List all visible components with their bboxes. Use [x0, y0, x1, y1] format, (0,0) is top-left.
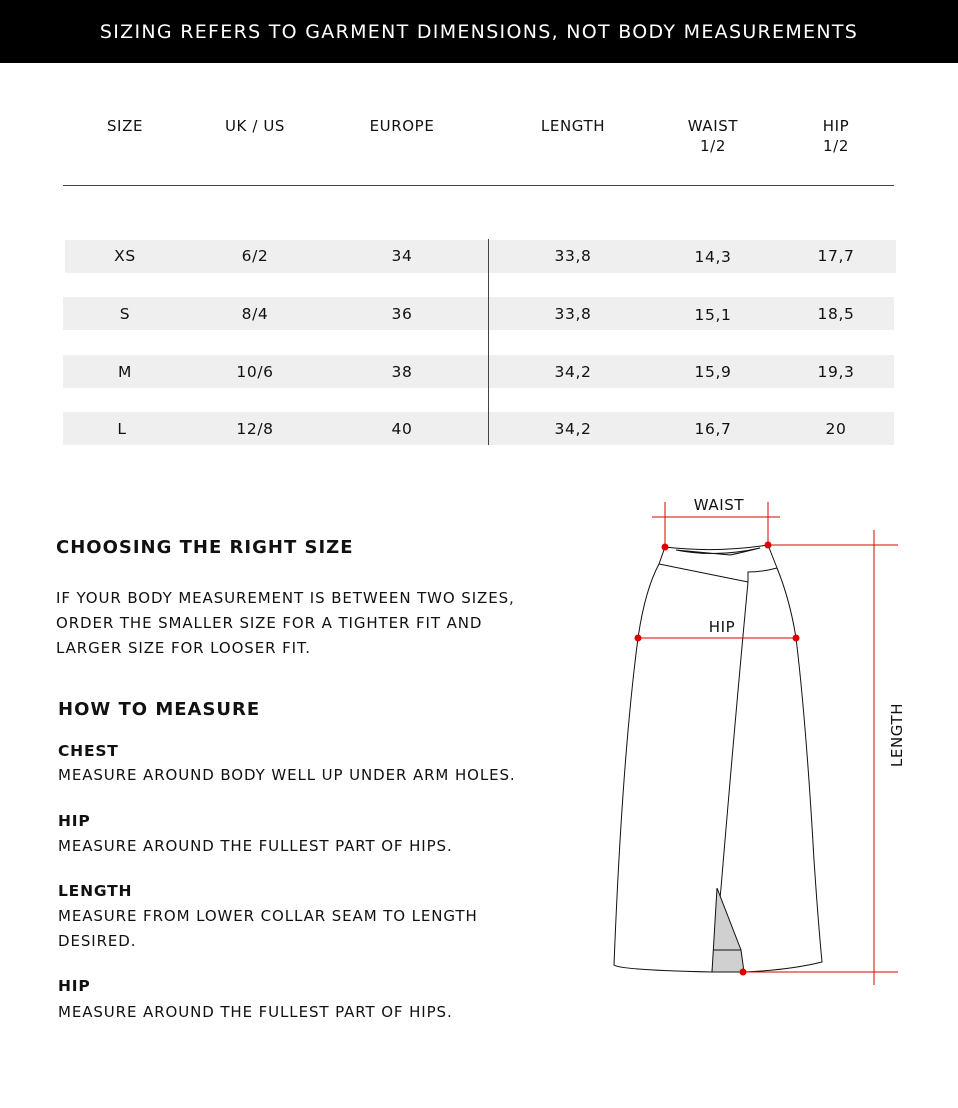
cell-waist: 14,3 [694, 248, 732, 266]
length-label: LENGTH [888, 702, 906, 768]
col-header-size-label: SIZE [106, 117, 144, 135]
cell-ukus: 12/8 [236, 420, 274, 438]
measure-desc-length-line: DESIRED. [58, 932, 137, 950]
col-header-waist [673, 116, 753, 156]
cell-europe: 40 [391, 420, 413, 438]
col-header-ukus-label: UK / US [224, 117, 286, 135]
table-row [63, 297, 894, 330]
col-header-europe [352, 116, 452, 136]
col-header-ukus [205, 116, 305, 136]
how-to-title: HOW TO MEASURE [58, 699, 261, 720]
table-row [63, 355, 894, 388]
skirt-measurement-diagram [600, 490, 920, 990]
measure-label-chest: CHEST [58, 742, 119, 760]
col-header-length-label: LENGTH [540, 117, 606, 135]
skirt-illustration [614, 545, 822, 972]
info-banner [0, 0, 958, 63]
hip-right-point [793, 635, 800, 642]
choosing-line: LARGER SIZE FOR LOOSER FIT. [56, 639, 311, 657]
cell-hip: 17,7 [817, 247, 855, 265]
column-divider [488, 239, 489, 445]
cell-ukus: 6/2 [241, 247, 269, 265]
col-header-hip [796, 116, 876, 156]
cell-europe: 38 [391, 363, 413, 381]
cell-europe: 36 [391, 305, 413, 323]
cell-waist: 15,9 [694, 363, 732, 381]
cell-hip: 20 [825, 420, 847, 438]
measure-desc-hip-2: MEASURE AROUND THE FULLEST PART OF HIPS. [58, 1003, 453, 1021]
cell-size: M [118, 363, 132, 381]
cell-length: 34,2 [554, 363, 592, 381]
measure-desc-hip: MEASURE AROUND THE FULLEST PART OF HIPS. [58, 837, 453, 855]
cell-length: 33,8 [554, 305, 592, 323]
waist-left-point [662, 544, 669, 551]
cell-europe: 34 [391, 247, 413, 265]
col-header-hip-sub: 1/2 [823, 137, 849, 155]
cell-waist: 16,7 [694, 420, 732, 438]
banner-text: SIZING REFERS TO GARMENT DIMENSIONS, NOT BODY MEASUREMENTS [99, 20, 859, 43]
cell-length: 34,2 [554, 420, 592, 438]
table-row [63, 412, 894, 445]
measure-desc-length-line: MEASURE FROM LOWER COLLAR SEAM TO LENGTH [58, 907, 478, 925]
cell-size: L [117, 420, 127, 438]
header-divider [63, 185, 894, 186]
cell-size: XS [114, 247, 136, 265]
choosing-title: CHOOSING THE RIGHT SIZE [56, 537, 354, 558]
hem-point [740, 969, 747, 976]
choosing-line: ORDER THE SMALLER SIZE FOR A TIGHTER FIT AND [56, 614, 483, 632]
col-header-size [85, 116, 165, 136]
measurement-guides [638, 502, 898, 985]
measure-desc-length [58, 904, 478, 954]
cell-hip: 19,3 [817, 363, 855, 381]
col-header-length [523, 116, 623, 136]
col-header-waist-label: WAIST [687, 117, 739, 135]
cell-hip: 18,5 [817, 305, 855, 323]
cell-length: 33,8 [554, 247, 592, 265]
choosing-text [56, 586, 515, 661]
hip-label: HIP [708, 618, 736, 636]
col-header-waist-sub: 1/2 [700, 137, 726, 155]
table-row [65, 240, 896, 273]
measure-label-hip-2: HIP [58, 977, 91, 995]
col-header-hip-label: HIP [822, 117, 850, 135]
cell-ukus: 8/4 [241, 305, 269, 323]
col-header-europe-label: EUROPE [369, 117, 435, 135]
measure-label-hip: HIP [58, 812, 91, 830]
cell-size: S [119, 305, 131, 323]
measure-label-length: LENGTH [58, 882, 133, 900]
choosing-line: IF YOUR BODY MEASUREMENT IS BETWEEN TWO SIZES, [56, 589, 515, 607]
waist-label: WAIST [693, 496, 745, 514]
waist-right-point [765, 542, 772, 549]
hip-left-point [635, 635, 642, 642]
cell-ukus: 10/6 [236, 363, 274, 381]
measure-desc-chest: MEASURE AROUND BODY WELL UP UNDER ARM HOLES. [58, 766, 516, 784]
cell-waist: 15,1 [694, 306, 732, 324]
